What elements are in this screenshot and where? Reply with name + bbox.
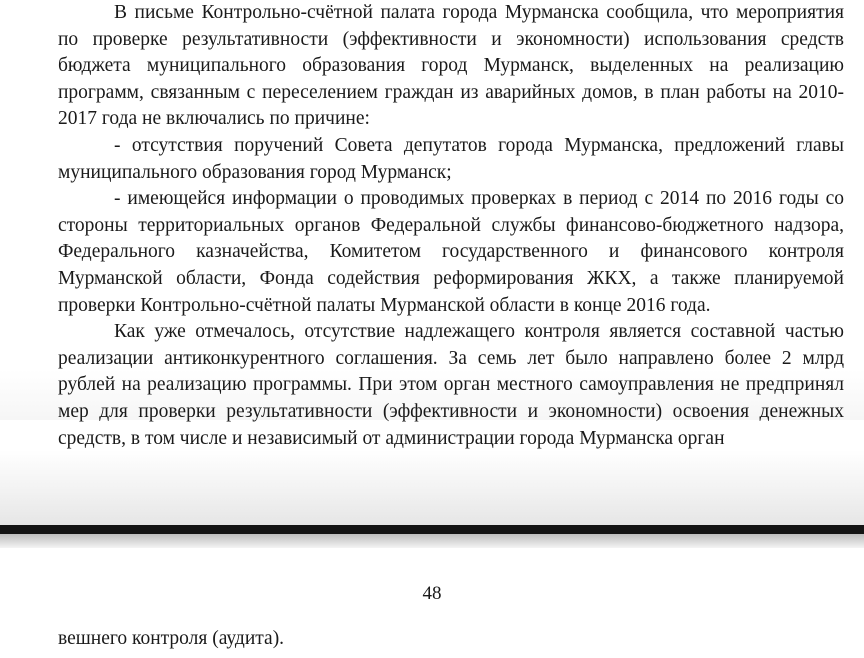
page-break-shadow bbox=[0, 534, 864, 548]
paragraph-reason-2: - имеющейся информации о проводимых проверках в период с 2014 по 2016 годы со стороны территориальных органов Федеральной службы финансово-бюджетного надзора, Федерального казначейства, Комитетом государственного и финансового контроля Мурманской области, Фонда содействия реформирования ЖКХ, а также планируемой проверки Контрольно-счётной палаты Мурманской области в конце 2016 года. bbox=[58, 188, 844, 316]
paragraph-intro: В письме Контрольно-счётной палата города Мурманска сообщила, что мероприятия по проверке результативности (эффективности и экономности) использования средств бюджета муниципального образования город Мурманск, выделенных на реализацию программ, связанным с переселением граждан из аварийных домов, в план работы на 2010-2017 года не включались по причине: bbox=[58, 2, 844, 130]
page-number: 48 bbox=[422, 583, 442, 604]
continuation-text: вешнего контроля (аудита). bbox=[58, 628, 285, 649]
paragraph-conclusion: Как уже отмечалось, отсутствие надлежащего контроля является составной частью реализации антиконкурентного соглашения. За семь лет было направлено более 2 млрд рублей на реализацию программы. При этом орган местного самоуправления не предпринял мер для проверки результативности (эффективности и экономности) освоения денежных средств, в том числе и независимый от администрации города Мурманска орган bbox=[58, 321, 844, 449]
document-body bbox=[58, 0, 844, 452]
paragraph-reason-1: - отсутствия поручений Совета депутатов города Мурманска, предложений главы муниципального образования город Мурманск; bbox=[58, 134, 844, 183]
page-break-divider bbox=[0, 525, 864, 534]
scan-shadow bbox=[0, 450, 864, 525]
